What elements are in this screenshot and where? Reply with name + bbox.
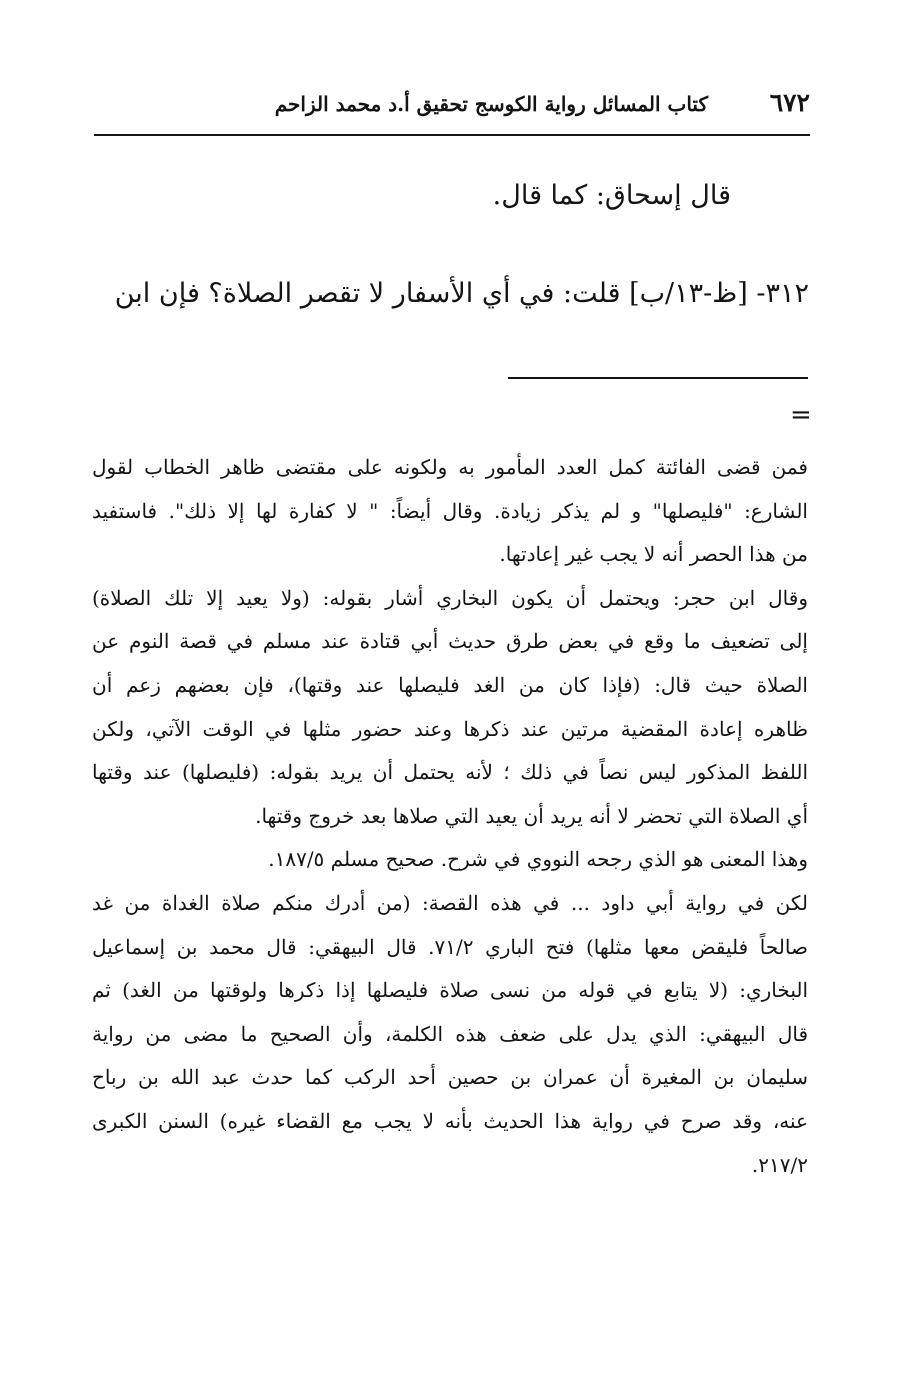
- footnote-line: الصلاة حيث قال: (فإذا كان من الغد فليصلها عند وقتها)، فإن بعضهم زعم أن: [92, 672, 808, 697]
- footnote-line: صالحاً فليقض معها مثلها) فتح الباري ٧١/٢. قال البيهقي: قال محمد بن إسماعيل: [92, 934, 808, 959]
- footnote-line: ٢١٧/٢.: [751, 1152, 808, 1177]
- text-line-issue-312: ٣١٢- [ظ-١٣/ب] قلت: في أي الأسفار لا تقصر الصلاة؟ فإن ابن: [114, 278, 809, 309]
- footnote-line: وقال ابن حجر: ويحتمل أن يكون البخاري أشار بقوله: (ولا يعيد إلا تلك الصلاة): [92, 585, 808, 610]
- footnote-line: فمن قضى الفائتة كمل العدد المأمور به ولكونه على مقتضى ظاهر الخطاب لقول: [92, 455, 808, 479]
- footnote-block: [92, 446, 808, 1187]
- footnote-line: اللفظ المذكور ليس نصاً في ذلك ؛ لأنه يحتمل أن يريد بقوله: (فليصلها) عند وقتها: [92, 760, 808, 785]
- footnote-line: سليمان بن المغيرة أن عمران بن حصين أحد الركب كما حدث عبد الله بن رباح: [92, 1065, 808, 1090]
- footnote-line: عنه، وقد صرح في رواية هذا الحديث بأنه لا يجب مع القضاء غيره) السنن الكبرى: [92, 1108, 808, 1133]
- footnote-line: قال البيهقي: الذي يدل على ضعف هذه الكلمة، وأن الصحيح ما مضى من رواية: [92, 1021, 808, 1046]
- running-title: كتاب المسائل رواية الكوسج تحقيق أ.د محمد الزاحم: [274, 92, 708, 116]
- footnote-line: إلى تضعيف ما وقع في بعض طرق حديث أبي قتادة عند مسلم في قصة النوم عن: [92, 629, 808, 654]
- footnote-separator: [508, 377, 808, 379]
- footnote-line: ظاهره إعادة المقضية مرتين عند ذكرها وعند حضور مثلها في الوقت الآتي، ولكن: [92, 716, 808, 741]
- footnote-line: وهذا المعنى هو الذي رجحه النووي في شرح. صحيح مسلم ١٨٧/٥.: [268, 847, 808, 872]
- footnote-line: البخاري: (لا يتابع في قوله من نسى صلاة فليصلها إذا ذكرها ولوقتها من الغد) ثم: [92, 978, 808, 1003]
- text-line-ishaq: قال إسحاق: كما قال.: [492, 180, 731, 211]
- footnote-line: من هذا الحصر أنه لا يجب غير إعادتها.: [499, 542, 808, 567]
- footnote-line: لكن في رواية أبي داود ... في هذه القصة: (من أدرك منكم صلاة الغداة من غد: [92, 890, 808, 915]
- footnote-continuation-mark: =: [790, 400, 812, 430]
- page-number: ٦٧٢: [769, 88, 810, 117]
- footnote-line: الشارع: "فليصلها" و لم يذكر زيادة. وقال أيضاً: " لا كفارة لها إلا ذلك". فاستفيد: [92, 498, 808, 523]
- header-rule: [94, 134, 810, 136]
- footnote-line: أي الصلاة التي تحضر لا أنه يريد أن يعيد التي صلاها بعد خروج وقتها.: [255, 803, 808, 828]
- page-header: [94, 86, 810, 130]
